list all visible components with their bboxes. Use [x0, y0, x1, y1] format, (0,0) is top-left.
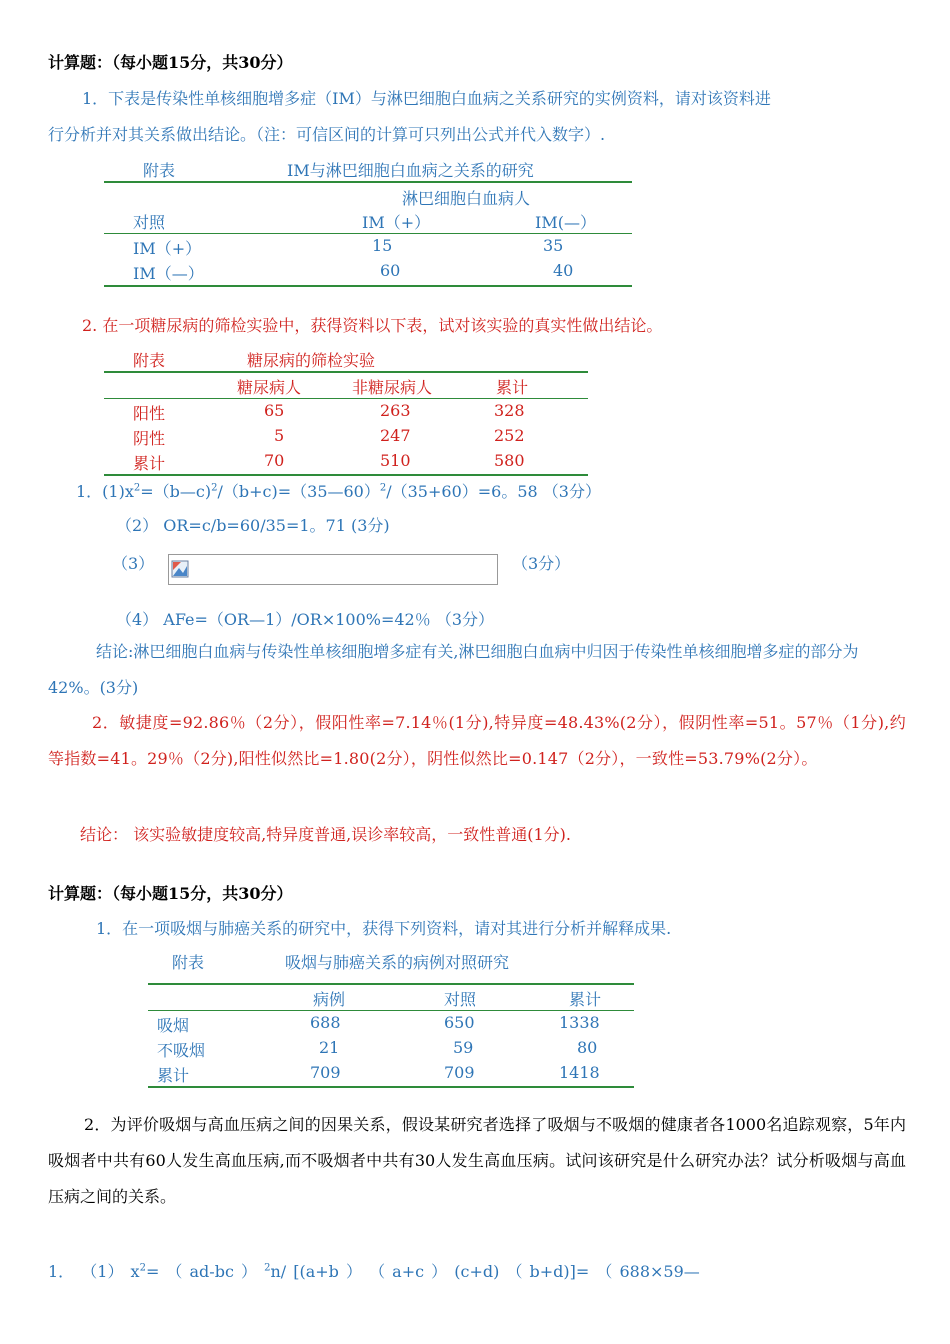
diabetes-table-mid-rule [104, 398, 588, 399]
table-col-header: 累计 [569, 990, 602, 1009]
table-row-label: 吸烟 [157, 1016, 190, 1035]
answer1-line4: （4） AFe=（OR—1）/OR×100%=42％ （3分） [116, 610, 495, 629]
im-table-col-pos: IM（+） [362, 213, 431, 232]
s2-answer-start [48, 1259, 700, 1282]
answer2-conclusion: 结论： 该实验敏捷度较高,特异度普通,误诊率较高，一致性普通(1分). [80, 825, 572, 844]
table-col-header: 非糖尿病人 [352, 378, 433, 397]
table-cell: 709 [444, 1063, 475, 1082]
table-row-label: 累计 [133, 454, 166, 473]
formula-image-placeholder [168, 554, 498, 585]
table-cell: 580 [494, 451, 525, 470]
s2-answer-part: n/ [(a+b ） （ a+c ） (c+d) （ b+d)]= （ 688×59— [270, 1262, 700, 1281]
table-cell: 252 [494, 426, 525, 445]
im-table-top-rule [104, 181, 632, 183]
answer1-line3-score: （3分） [512, 554, 571, 573]
table-cell: 35 [543, 236, 564, 255]
superscript: 2 [264, 1262, 271, 1274]
table-cell: 21 [319, 1038, 340, 1057]
answer1-conclusion: 结论:淋巴细胞白血病与传染性单核细胞增多症有关,淋巴细胞白血病中归因于传染性单核细胞增多症的部分为42%。(3分) [48, 642, 859, 697]
im-table-col-neg: IM(—） [535, 213, 596, 232]
smoking-table-title: 吸烟与肺癌关系的病例对照研究 [285, 953, 510, 972]
table-cell: 510 [380, 451, 411, 470]
diabetes-table-top-rule [104, 371, 588, 373]
table-cell: 59 [453, 1038, 474, 1057]
answer1-line1-part: =（b—c) [140, 482, 212, 501]
table-cell: 263 [380, 401, 411, 420]
table-cell: 5 [274, 426, 285, 445]
q1-text-line2: 行分析并对其关系做出结论。（注：可信区间的计算可只列出公式并代入数字）. [48, 125, 606, 144]
im-table-mid-rule [104, 233, 632, 234]
superscript: 2 [139, 1262, 146, 1274]
table-row-label: 累计 [157, 1066, 190, 1085]
answer1-line2: （2） OR=c/b=60/35=1。71 (3分) [116, 516, 390, 535]
table-cell: 247 [380, 426, 411, 445]
table-col-header: 糖尿病人 [237, 378, 302, 397]
im-table-bottom-rule [104, 285, 632, 287]
table-cell: 70 [264, 451, 285, 470]
q2-text: 2. 在一项糖尿病的筛检实验中，获得资料以下表，试对该实验的真实性做出结论。 [82, 316, 663, 335]
diabetes-table-title: 糖尿病的筛检实验 [247, 351, 376, 370]
s2-answer-part: 1． （1） x [48, 1262, 140, 1281]
table-cell: 688 [310, 1013, 341, 1032]
answer1-line1-part: /（35+60）=6。58 （3分） [386, 482, 601, 501]
answer1-line1 [76, 479, 601, 502]
superscript: 2 [211, 482, 218, 494]
table-col-header: 对照 [444, 990, 477, 1009]
q1-text-line1: 1．下表是传染性单核细胞增多症（IM）与淋巴细胞白血病之关系研究的实例资料，请对该资料进 [82, 89, 771, 108]
answer1-line1-part: /（b+c)=（35—60） [217, 482, 380, 501]
smoking-table-mid-rule [148, 1010, 634, 1011]
table-cell: 40 [553, 261, 574, 280]
table-row-label: IM（+） [133, 239, 202, 258]
table-cell: 1418 [559, 1063, 600, 1082]
table-row-label: 阳性 [133, 404, 166, 423]
table-cell: 15 [372, 236, 393, 255]
smoking-table-label: 附表 [172, 953, 205, 972]
table-cell: 60 [380, 261, 401, 280]
answer1-line1-part: 1．(1)x [76, 482, 134, 501]
table-col-header: 病例 [313, 990, 346, 1009]
table-cell: 328 [494, 401, 525, 420]
answer2-text: 2．敏捷度=92.86％（2分），假阳性率=7.14％(1分),特异度=48.43%(2分），假阴性率=51。57％（1分),约等指数=41。29％（2分),阳性似然比=1.80(2分），阴性似然比=0.147（2分），一致性=53.79%(2分）。 [48, 713, 906, 768]
superscript: 2 [379, 482, 387, 494]
smoking-table-bottom-rule [148, 1086, 634, 1088]
section2-heading: 计算题：（每小题15分，共30分） [48, 884, 293, 903]
im-table-title: IM与淋巴细胞白血病之关系的研究 [287, 161, 534, 180]
table-cell: 709 [310, 1063, 341, 1082]
table-cell: 1338 [559, 1013, 600, 1032]
table-cell: 80 [577, 1038, 598, 1057]
smoking-table-top-rule [148, 983, 634, 985]
s2-q1-text: 1．在一项吸烟与肺癌关系的研究中，获得下列资料，请对其进行分析并解释成果. [96, 919, 672, 938]
section1-heading: 计算题：（每小题15分，共30分） [48, 53, 293, 72]
answer1-line3-label: （3） [112, 554, 155, 573]
table-row-label: 不吸烟 [157, 1041, 206, 1060]
im-table-row-header: 对照 [133, 213, 166, 232]
diabetes-table-bottom-rule [104, 474, 588, 476]
im-table-group-header: 淋巴细胞白血病人 [402, 189, 531, 208]
s2-answer-part: = （ ad-bc ） [145, 1262, 265, 1281]
table-cell: 650 [444, 1013, 475, 1032]
table-row-label: IM（—） [133, 264, 204, 283]
diabetes-table-label: 附表 [133, 351, 166, 370]
superscript: 2 [133, 482, 141, 494]
im-table-label: 附表 [143, 161, 176, 180]
table-row-label: 阴性 [133, 429, 166, 448]
s2-q2-text: 2．为评价吸烟与高血压病之间的因果关系，假设某研究者选择了吸烟与不吸烟的健康者各1000名追踪观察，5年内吸烟者中共有60人发生高血压病,而不吸烟者中共有30人发生高血压病。试问该研究是什么研究办法？试分析吸烟与高血压病之间的关系。 [48, 1115, 906, 1206]
table-cell: 65 [264, 401, 285, 420]
broken-image-icon [171, 560, 189, 578]
table-col-header: 累计 [496, 378, 529, 397]
